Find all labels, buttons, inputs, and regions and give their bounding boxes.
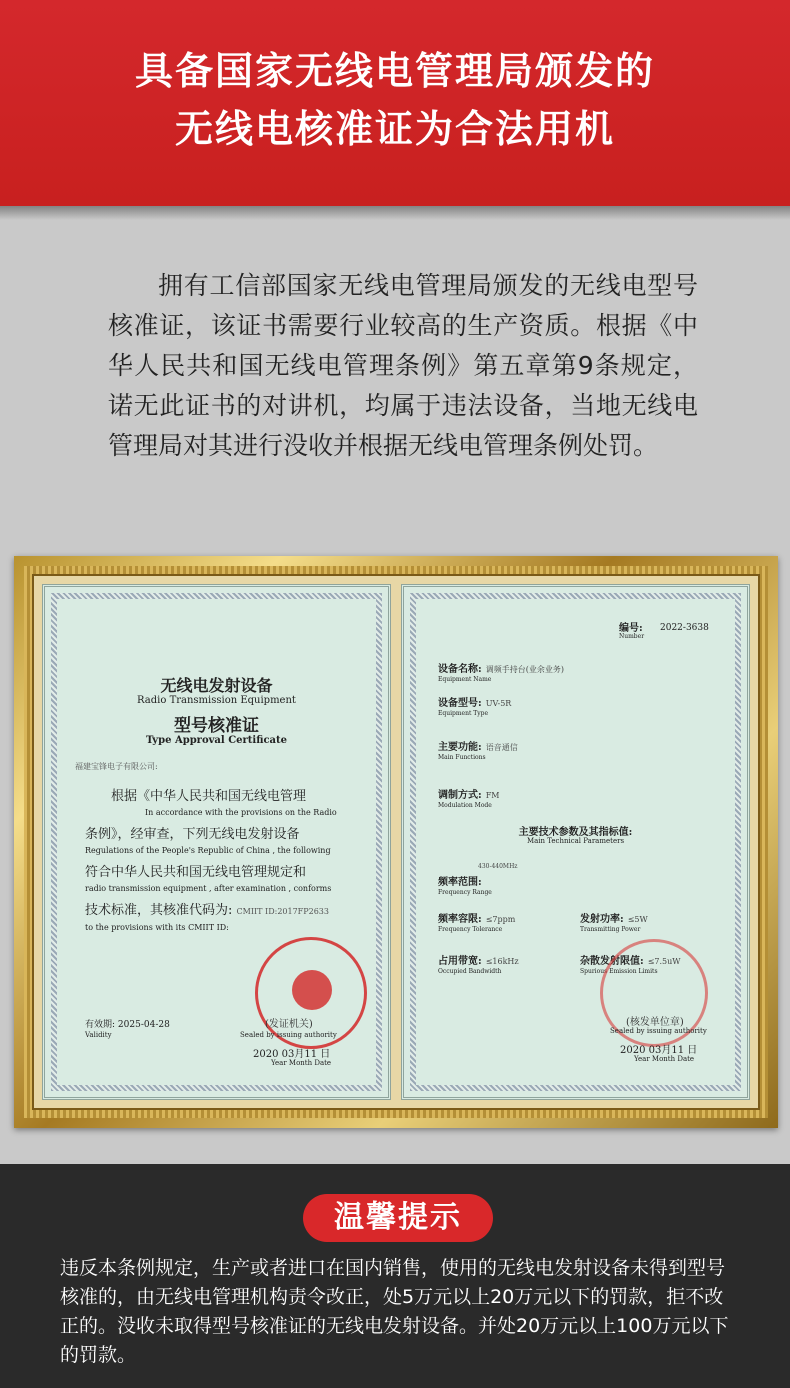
field-label: 调制方式: bbox=[438, 790, 482, 801]
validity-label: 有效期: bbox=[85, 1020, 116, 1030]
cert-title-en: Radio Transmission Equipment bbox=[137, 695, 296, 706]
param-power bbox=[580, 907, 648, 933]
cert-validity bbox=[85, 1017, 170, 1030]
banner-title-line1: 具备国家无线电管理局颁发的 bbox=[134, 49, 655, 93]
param-label: 占用带宽: bbox=[438, 956, 482, 967]
banner-title-line2: 无线电核准证为合法用机 bbox=[174, 107, 615, 151]
param-value: 430-440MHz bbox=[478, 863, 518, 870]
field-en: Modulation Mode bbox=[438, 802, 492, 809]
cert-line4-cn: 技术标准，其核准代码为: bbox=[85, 903, 233, 918]
number-en: Number bbox=[619, 633, 645, 640]
seal-label: (核发单位章) bbox=[626, 1017, 684, 1028]
param-label: 频率范围: bbox=[438, 877, 482, 888]
cert-line1-cn: 根据《中华人民共和国无线电管理 bbox=[111, 789, 307, 804]
params-head: 主要技术参数及其指标值: bbox=[518, 827, 633, 838]
number-value: 2022-3638 bbox=[660, 623, 709, 633]
param-value: ≤16kHz bbox=[485, 957, 519, 966]
validity-en: Validity bbox=[85, 1031, 112, 1039]
cert-subtitle-en: Type Approval Certificate bbox=[145, 735, 288, 746]
param-bandwidth bbox=[438, 949, 519, 975]
seal-label: (发证机关) bbox=[265, 1019, 313, 1030]
params-head-en: Main Technical Parameters bbox=[526, 837, 625, 845]
cert-date-en: Year Month Date bbox=[634, 1055, 695, 1063]
cert-date-en: Year Month Date bbox=[271, 1059, 332, 1067]
cert-title-cn: 无线电发射设备 bbox=[160, 676, 273, 695]
field-en: Equipment Name bbox=[438, 676, 492, 683]
cert-line4-en: to the provisions with its CMIIT ID: bbox=[85, 923, 229, 932]
field-label: 设备型号: bbox=[438, 698, 482, 709]
emblem-icon bbox=[292, 970, 332, 1010]
cert-line2-cn: 条例》，经审查，下列无线电发射设备 bbox=[85, 827, 300, 842]
param-en: Spurious Emission Limits bbox=[580, 968, 658, 975]
param-freq-tolerance bbox=[438, 907, 515, 933]
field-value: FM bbox=[485, 791, 500, 800]
cert-subtitle-cn: 型号核准证 bbox=[174, 716, 259, 736]
validity-value: 2025-04-28 bbox=[117, 1020, 170, 1030]
frame-moulding bbox=[24, 566, 768, 1118]
field-main-functions bbox=[438, 735, 518, 761]
field-value: 语音通信 bbox=[485, 743, 518, 752]
certificate-frame bbox=[14, 556, 778, 1128]
top-banner bbox=[0, 0, 790, 206]
banner-shadow bbox=[0, 206, 790, 220]
param-en: Transmitting Power bbox=[580, 926, 641, 933]
cert-date: 2020 03月11 日 bbox=[620, 1045, 698, 1056]
field-label: 设备名称: bbox=[438, 664, 482, 675]
field-value: 调频手持台(业余业务) bbox=[485, 665, 564, 674]
sealed-by: Sealed by issuing authority bbox=[240, 1031, 337, 1039]
param-label: 杂散发射限值: bbox=[580, 956, 644, 967]
number-label: 编号: bbox=[619, 623, 643, 634]
cert-body bbox=[85, 787, 375, 940]
param-value: ≤7.5uW bbox=[647, 957, 681, 966]
intro-paragraph: 拥有工信部国家无线电管理局颁发的无线电型号核准证，该证书需要行业较高的生产资质。根据《中华人民共和国无线电管理条例》第五章第9条规定，诺无此证书的对讲机，均属于违法设备，当地无线电管理局对其进行没收并根据无线电管理条例处罚。 bbox=[108, 271, 698, 460]
cert-line3-cn: 符合中华人民共和国无线电管理规定和 bbox=[85, 865, 307, 880]
tip-text: 违反本条例规定，生产或者进口在国内销售，使用的无线电发射设备未得到型号核准的，由无线电管理机构责令改正，处5万元以上20万元以下的罚款，拒不改正的。没收未取得型号核准证的无线电发射设备。并处20万元以上100万元以下的罚款。 bbox=[60, 1257, 729, 1366]
field-equipment-type bbox=[438, 691, 511, 717]
field-value: UV-5R bbox=[485, 699, 512, 708]
param-label: 频率容限: bbox=[438, 914, 482, 925]
tip-badge: 温馨提示 bbox=[303, 1194, 493, 1242]
certificate-right bbox=[401, 584, 750, 1100]
param-en: Frequency Range bbox=[438, 889, 492, 896]
param-freq-range bbox=[438, 863, 517, 896]
param-label: 发射功率: bbox=[580, 914, 624, 925]
cert-date: 2020 03月11 日 bbox=[253, 1049, 331, 1060]
sealed-by: Sealed by issuing authority bbox=[610, 1027, 707, 1035]
param-value: ≤5W bbox=[627, 915, 648, 924]
cert-line3-en: radio transmission equipment , after examination , conforms bbox=[85, 884, 332, 893]
intro-text bbox=[108, 266, 698, 466]
field-en: Main Functions bbox=[438, 754, 486, 761]
cert-cmiit-code: CMIIT ID:2017FP2633 bbox=[236, 907, 329, 916]
field-equipment-name bbox=[438, 657, 564, 683]
cert-company: 福建宝锋电子有限公司: bbox=[75, 762, 158, 771]
frame-mat bbox=[32, 574, 760, 1110]
cert-line4 bbox=[85, 901, 375, 922]
cert-line2-en: Regulations of the People's Republic of China , the following bbox=[85, 846, 331, 855]
field-label: 主要功能: bbox=[438, 742, 482, 753]
cert-line1-en: In accordance with the provisions on the Radio bbox=[145, 808, 337, 817]
field-en: Equipment Type bbox=[438, 710, 489, 717]
param-en: Frequency Tolerance bbox=[438, 926, 503, 933]
param-en: Occupied Bandwidth bbox=[438, 968, 502, 975]
certificate-left bbox=[42, 584, 391, 1100]
field-modulation bbox=[438, 783, 499, 809]
param-value: ≤7ppm bbox=[485, 915, 516, 924]
